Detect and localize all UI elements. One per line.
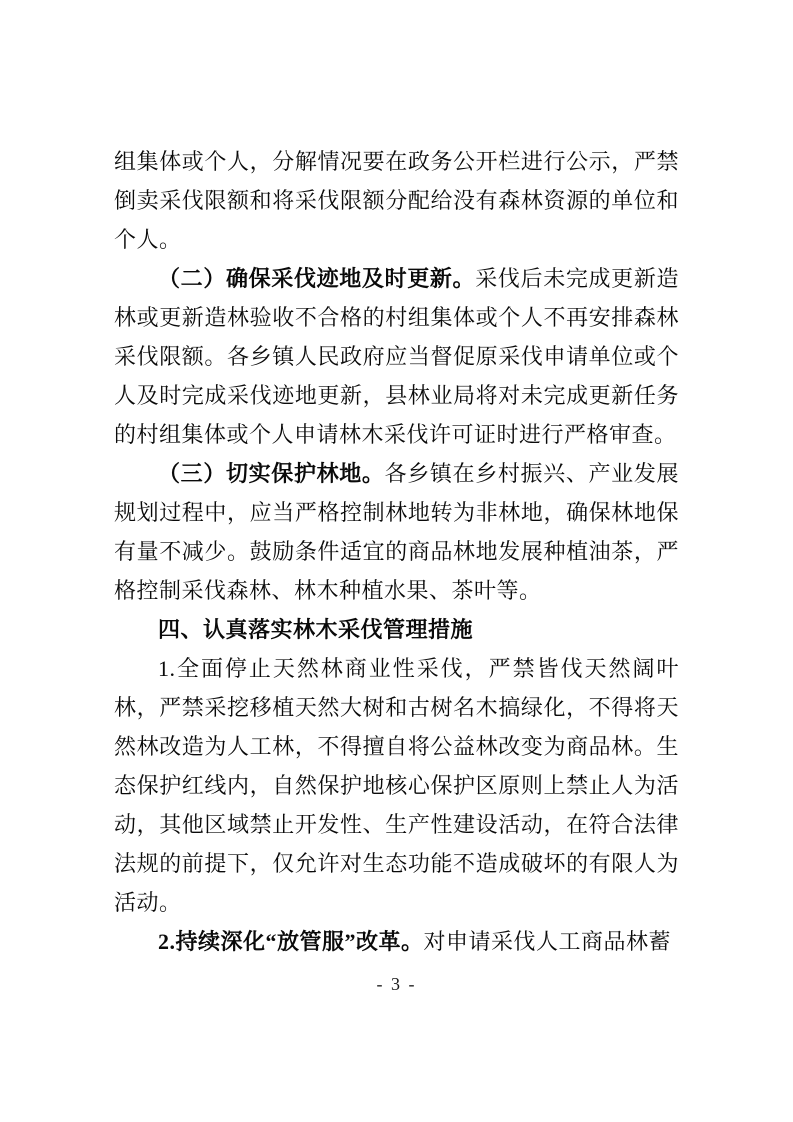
paragraph-item-2 (114, 922, 679, 961)
paragraph-lead-bold: 2.持续深化“放管服”改革。 (158, 929, 424, 954)
paragraph-text: 采伐后未完成更新造林或更新造林验收不合格的村组集体或个人不再安排森林采伐限额。各乡镇人民政府应当督促原采伐申请单位或个人及时完成采伐迹地更新，县林业局将对未完成更新任务的村组集体或个人申请林木采伐许可证时进行严格审查。 (114, 266, 679, 447)
paragraph-section-two (114, 259, 679, 454)
document-body (114, 142, 679, 961)
paragraph-lead-bold: （二）确保采伐迹地及时更新。 (158, 266, 476, 291)
paragraph-carryover (114, 142, 679, 259)
paragraph-lead-bold: （三）切实保护林地。 (158, 461, 385, 486)
page-number: - 3 - (376, 974, 417, 994)
paragraph-text: 各乡镇在乡村振兴、产业发展规划过程中，应当严格控制林地转为非林地，确保林地保有量不减少。鼓励条件适宜的商品林地发展种植油茶，严格控制采伐森林、林木种植水果、茶叶等。 (114, 461, 679, 603)
paragraph-item-1 (114, 649, 679, 922)
paragraph-section-three (114, 454, 679, 610)
paragraph-text: 1.全面停止天然林商业性采伐，严禁皆伐天然阔叶林，严禁采挖移植天然大树和古树名木搞绿化，不得将天然林改造为人工林，不得擅自将公益林改变为商品林。生态保护红线内，自然保护地核心保护区原则上禁止人为活动，其他区域禁止开发性、生产性建设活动，在符合法律法规的前提下，仅允许对生态功能不造成破坏的有限人为活动。 (114, 656, 679, 915)
paragraph-text: 组集体或个人，分解情况要在政务公开栏进行公示，严禁倒卖采伐限额和将采伐限额分配给没有森林资源的单位和个人。 (114, 149, 679, 252)
section-heading-four: 四、认真落实林木采伐管理措施 (158, 617, 474, 642)
paragraph-text: 对申请采伐人工商品林蓄 (423, 929, 672, 954)
